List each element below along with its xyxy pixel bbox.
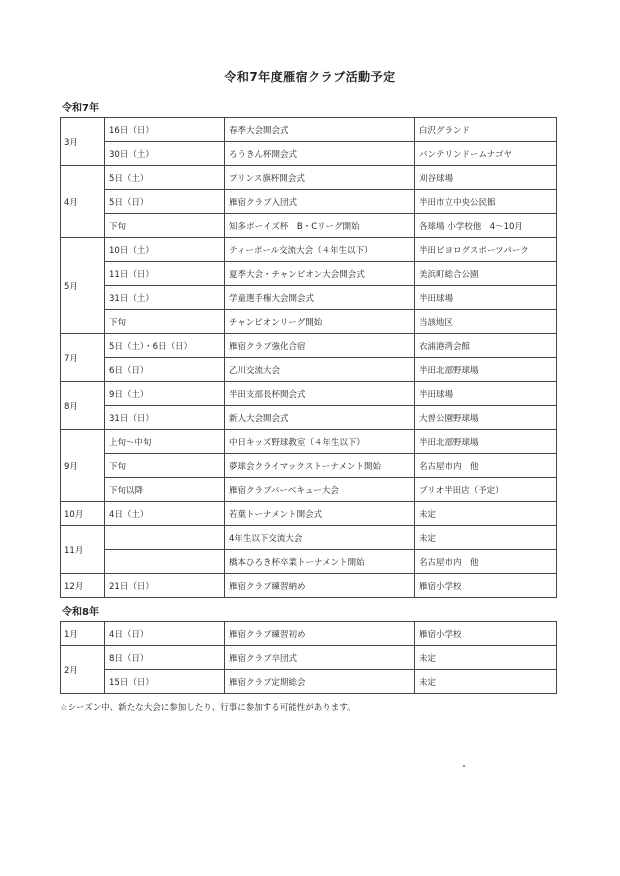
place-cell: 白沢グランド: [415, 118, 557, 142]
date-cell: 下旬: [105, 214, 225, 238]
place-cell: 未定: [415, 646, 557, 670]
date-cell: 16日（日）: [105, 118, 225, 142]
place-cell: 半田ビヨログスポーツパーク: [415, 238, 557, 262]
event-cell: 雁宿クラブ入団式: [225, 190, 415, 214]
table-row: [61, 454, 557, 478]
event-cell: 雁宿クラブ定期総会: [225, 670, 415, 694]
date-cell: 30日（土）: [105, 142, 225, 166]
month-cell: 1月: [61, 622, 105, 646]
table-row: [61, 310, 557, 334]
place-cell: 半田球場: [415, 286, 557, 310]
year-heading-r7: 令和7年: [62, 103, 99, 114]
event-cell: 若葉トーナメント開会式: [225, 502, 415, 526]
event-cell: ティーボール交流大会（４年生以下）: [225, 238, 415, 262]
date-cell: 21日（日）: [105, 574, 225, 598]
month-cell: 9月: [61, 430, 105, 502]
date-cell: 上旬～中旬: [105, 430, 225, 454]
date-cell: [105, 526, 225, 550]
month-cell: 2月: [61, 646, 105, 694]
month-cell: 8月: [61, 382, 105, 430]
table-row: [61, 574, 557, 598]
place-cell: 雁宿小学校: [415, 574, 557, 598]
schedule-table-r8: [60, 621, 557, 694]
table-row: [61, 286, 557, 310]
schedule-table-r7: [60, 117, 557, 598]
table-row: [61, 382, 557, 406]
date-cell: 下旬: [105, 454, 225, 478]
event-cell: 雁宿クラブ強化合宿: [225, 334, 415, 358]
place-cell: 半田北部野球場: [415, 358, 557, 382]
date-cell: 15日（日）: [105, 670, 225, 694]
table-row: [61, 166, 557, 190]
date-cell: 11日（日）: [105, 262, 225, 286]
event-cell: ろうきん杯開会式: [225, 142, 415, 166]
table-row: [61, 118, 557, 142]
place-cell: 未定: [415, 670, 557, 694]
table-row: [61, 262, 557, 286]
table-row: [61, 622, 557, 646]
event-cell: 雁宿クラブバーベキュー大会: [225, 478, 415, 502]
page-title: 令和7年度雁宿クラブ活動予定: [224, 70, 396, 84]
date-cell: [105, 550, 225, 574]
place-cell: ブリオ半田店（予定）: [415, 478, 557, 502]
month-cell: 3月: [61, 118, 105, 166]
place-cell: 名古屋市内 他: [415, 550, 557, 574]
date-cell: 下旬以降: [105, 478, 225, 502]
place-cell: バンテリンドームナゴヤ: [415, 142, 557, 166]
place-cell: 半田球場: [415, 382, 557, 406]
place-cell: 大曽公園野球場: [415, 406, 557, 430]
event-cell: 新人大会開会式: [225, 406, 415, 430]
table-row: [61, 478, 557, 502]
event-cell: 半田支部長杯開会式: [225, 382, 415, 406]
place-cell: 半田市立中央公民館: [415, 190, 557, 214]
scan-speck: [463, 765, 465, 767]
place-cell: 美浜町総合公園: [415, 262, 557, 286]
event-cell: 知多ボーイズ杯 B・Cリーグ開始: [225, 214, 415, 238]
footnote: ☆シーズン中、新たな大会に参加したり、行事に参加する可能性があります。: [60, 703, 356, 713]
event-cell: 夢球会クライマックストーナメント開始: [225, 454, 415, 478]
event-cell: チャンピオンリーグ開始: [225, 310, 415, 334]
place-cell: 当該地区: [415, 310, 557, 334]
date-cell: 31日（土）: [105, 286, 225, 310]
table-row: [61, 646, 557, 670]
event-cell: 橋本ひろき杯卒業トーナメント開始: [225, 550, 415, 574]
place-cell: 未定: [415, 502, 557, 526]
event-cell: 4年生以下交流大会: [225, 526, 415, 550]
event-cell: 雁宿クラブ練習納め: [225, 574, 415, 598]
event-cell: 中日キッズ野球教室（４年生以下）: [225, 430, 415, 454]
date-cell: 4日（日）: [105, 622, 225, 646]
date-cell: 5日（土）: [105, 166, 225, 190]
table-row: [61, 406, 557, 430]
date-cell: 10日（土）: [105, 238, 225, 262]
date-cell: 31日（日）: [105, 406, 225, 430]
year-heading-r8: 令和8年: [62, 607, 99, 618]
date-cell: 4日（土）: [105, 502, 225, 526]
table-row: [61, 526, 557, 550]
month-cell: 7月: [61, 334, 105, 382]
event-cell: 学童選手権大会開会式: [225, 286, 415, 310]
place-cell: 各球場 小学校他 4～10月: [415, 214, 557, 238]
table-row: [61, 430, 557, 454]
date-cell: 8日（日）: [105, 646, 225, 670]
place-cell: 名古屋市内 他: [415, 454, 557, 478]
event-cell: 春季大会開会式: [225, 118, 415, 142]
event-cell: 雁宿クラブ練習初め: [225, 622, 415, 646]
event-cell: 雁宿クラブ卒団式: [225, 646, 415, 670]
table-row: [61, 550, 557, 574]
place-cell: 未定: [415, 526, 557, 550]
place-cell: 刈谷球場: [415, 166, 557, 190]
date-cell: 6日（日）: [105, 358, 225, 382]
month-cell: 10月: [61, 502, 105, 526]
table-row: [61, 214, 557, 238]
event-cell: 乙川交流大会: [225, 358, 415, 382]
month-cell: 11月: [61, 526, 105, 574]
table-row: [61, 502, 557, 526]
month-cell: 12月: [61, 574, 105, 598]
month-cell: 4月: [61, 166, 105, 238]
month-cell: 5月: [61, 238, 105, 334]
date-cell: 5日（土）・6日（日）: [105, 334, 225, 358]
table-row: [61, 670, 557, 694]
date-cell: 9日（土）: [105, 382, 225, 406]
date-cell: 下旬: [105, 310, 225, 334]
event-cell: 夏季大会・チャンピオン大会開会式: [225, 262, 415, 286]
table-row: [61, 142, 557, 166]
place-cell: 衣浦港湾会館: [415, 334, 557, 358]
table-row: [61, 190, 557, 214]
event-cell: プリンス旗杯開会式: [225, 166, 415, 190]
table-row: [61, 358, 557, 382]
date-cell: 5日（日）: [105, 190, 225, 214]
place-cell: 半田北部野球場: [415, 430, 557, 454]
table-row: [61, 238, 557, 262]
place-cell: 雁宿小学校: [415, 622, 557, 646]
table-row: [61, 334, 557, 358]
